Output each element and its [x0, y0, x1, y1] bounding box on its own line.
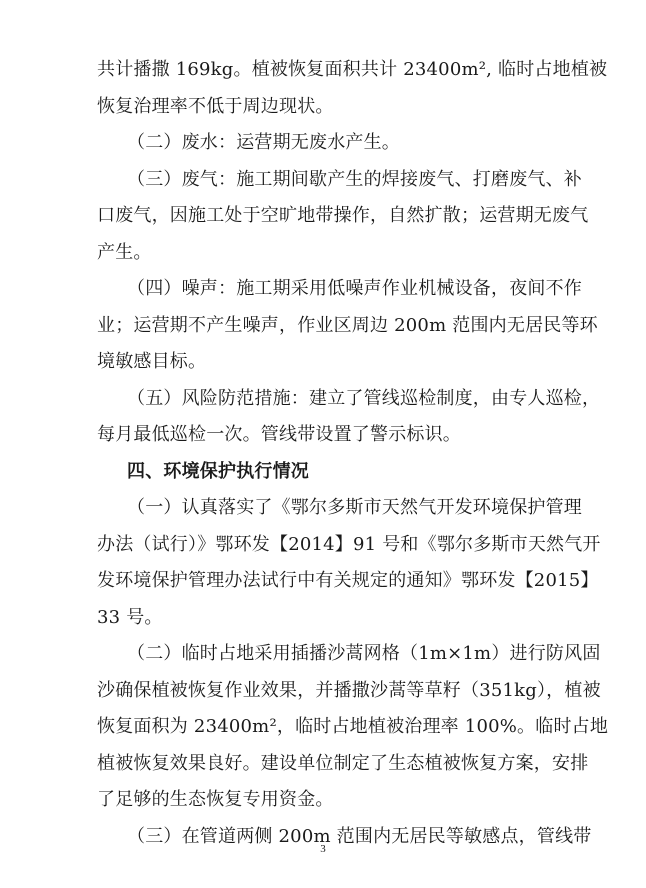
paragraph-line: 沙确保植被恢复作业效果，并播撒沙蒿等草籽（351kg），植被 [97, 679, 601, 701]
paragraph-line: 恢复面积为 23400m²，临时占地植被治理率 100%。临时占地 [97, 716, 609, 737]
page-number: 3 [320, 843, 326, 855]
paragraph-line: 每月最低巡检一次。管线带设置了警示标识。 [97, 424, 461, 445]
paragraph-line: （五）风险防范措施：建立了管线巡检制度，由专人巡检， [127, 387, 601, 409]
paragraph-line: 了足够的生态恢复专用资金。 [97, 789, 334, 810]
paragraph-line: 办法（试行）》鄂环发【2014】91 号和《鄂尔多斯市天然气开 [97, 533, 601, 555]
paragraph-line: （三）废气：施工期间歇产生的焊接废气、打磨废气、补 [127, 168, 582, 190]
paragraph-line: 植被恢复效果良好。建设单位制定了生态植被恢复方案，安排 [97, 752, 589, 774]
paragraph-line: 恢复治理率不低于周边现状。 [97, 95, 334, 117]
paragraph-line: （三）在管道两侧 200m 范围内无居民等敏感点，管线带 [127, 825, 592, 847]
paragraph-line: 境敏感目标。 [97, 351, 207, 372]
paragraph-line: （四）噪声：施工期采用低噪声作业机械设备，夜间不作 [127, 278, 582, 299]
paragraph-line: 业；运营期不产生噪声，作业区周边 200m 范围内无居民等环 [97, 314, 598, 336]
paragraph-line: 产生。 [97, 241, 152, 263]
paragraph-line: 33 号。 [97, 606, 163, 628]
paragraph-line: （二）临时占地采用插播沙蒿网格（1m×1m）进行防风固 [127, 643, 601, 664]
body-text [97, 52, 609, 855]
paragraph-line: 口废气，因施工处于空旷地带操作，自然扩散；运营期无废气 [97, 205, 589, 226]
section-heading: 四、环境保护执行情况 [127, 460, 309, 482]
paragraph-line: 共计播撒 169kg。植被恢复面积共计 23400m², 临时占地植被 [97, 59, 608, 80]
paragraph-line: （一）认真落实了《鄂尔多斯市天然气开发环境保护管理 [127, 497, 582, 518]
paragraph-line: 发环境保护管理办法试行中有关规定的通知》鄂环发【2015】 [97, 570, 599, 591]
paragraph-line: （二）废水：运营期无废水产生。 [127, 132, 400, 153]
